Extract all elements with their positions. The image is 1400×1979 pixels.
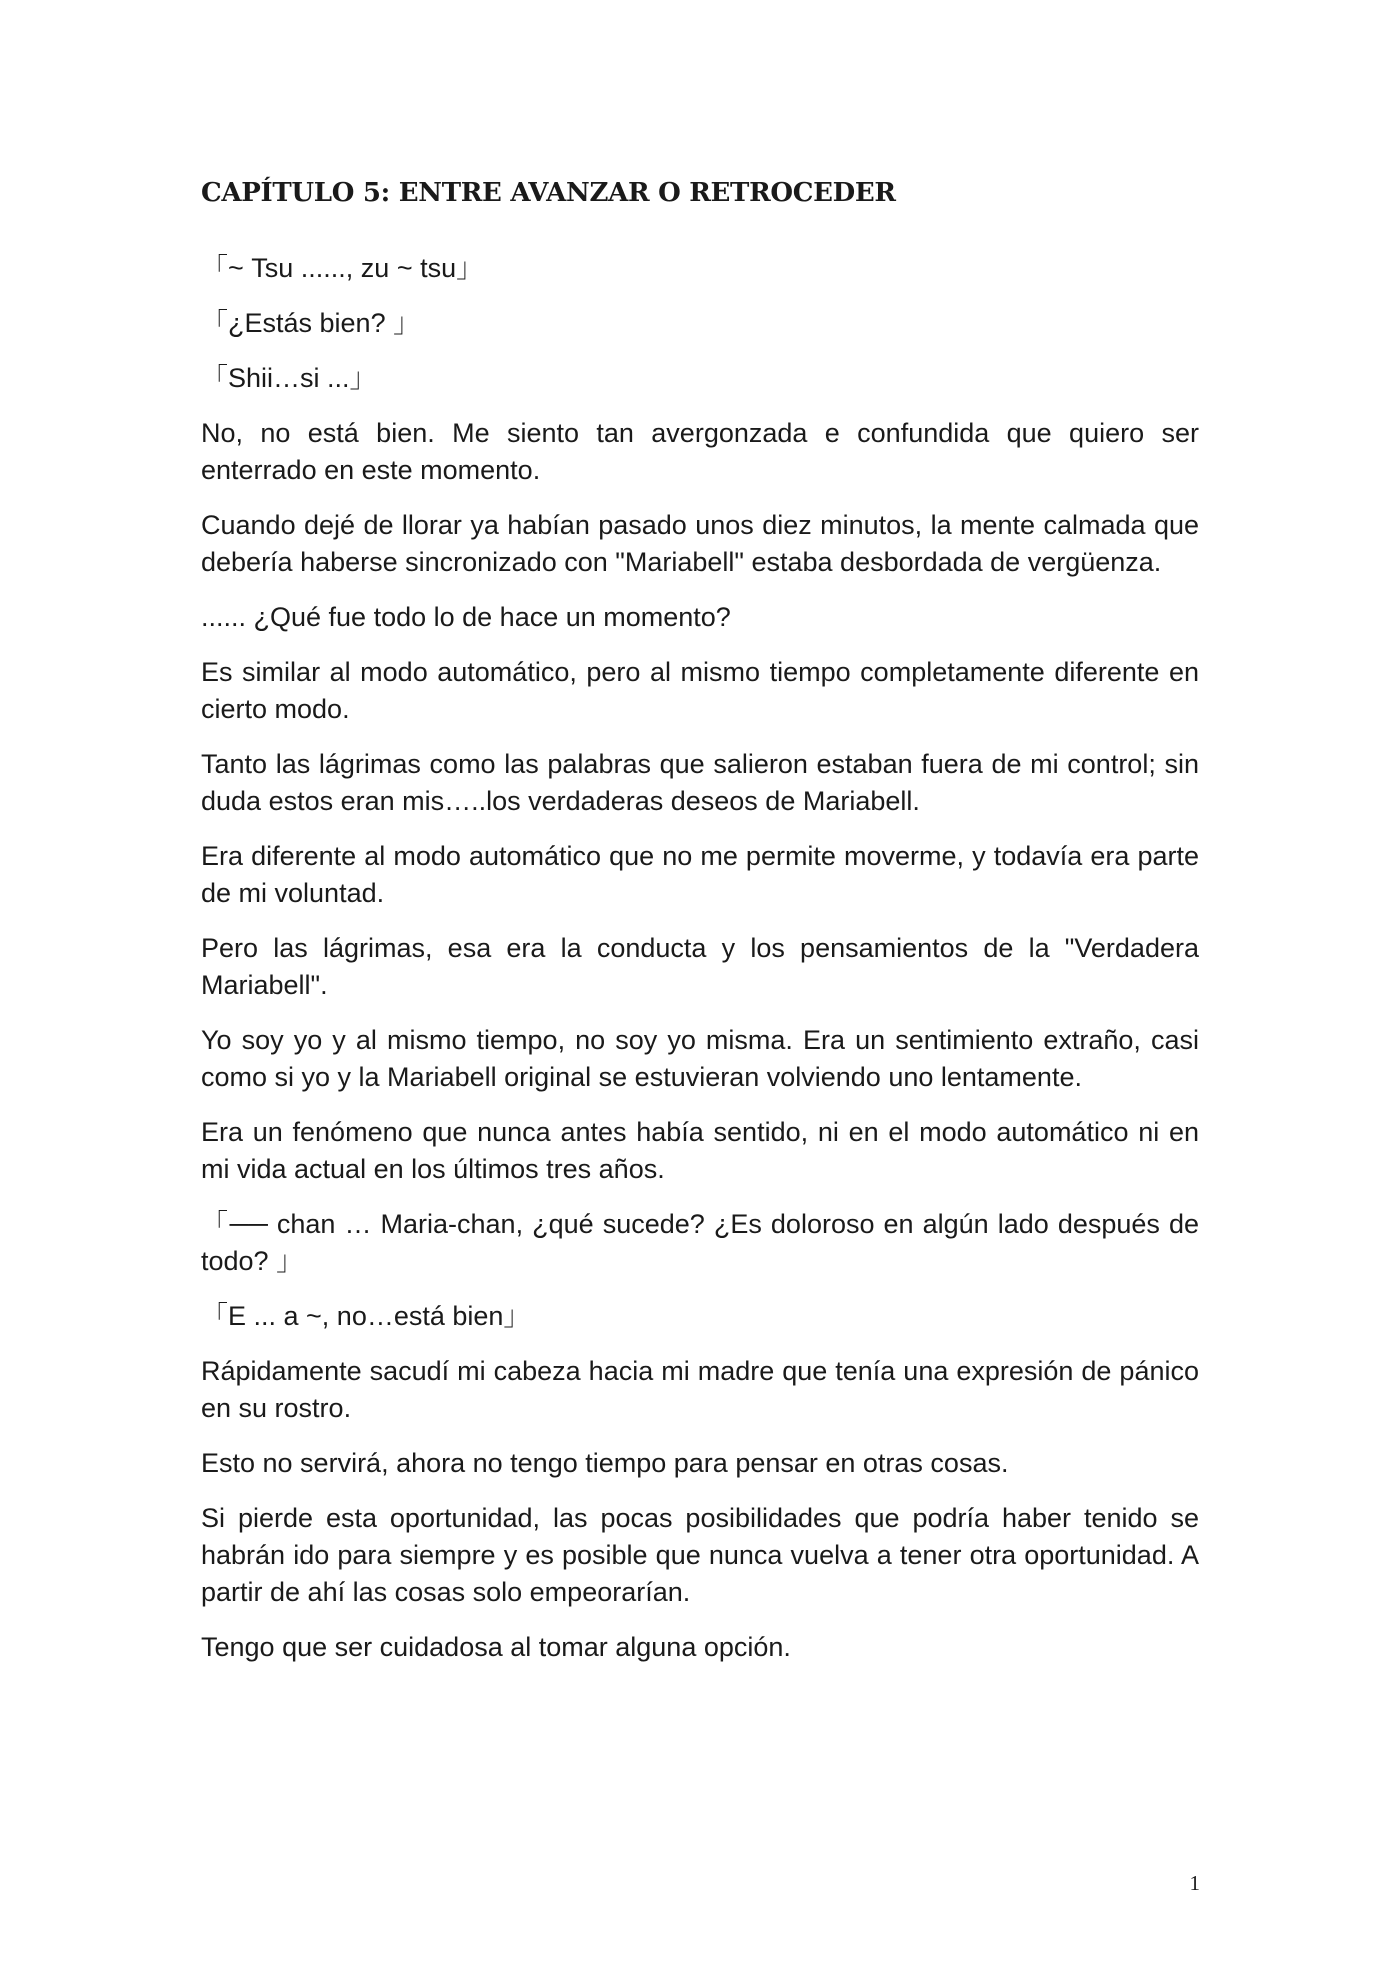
paragraph: Si pierde esta oportunidad, las pocas posibilidades que podría haber tenido se habrán ido para siempre y es posible que nunca vuelva a tener otra oportunidad. A partir de ahí las cosas solo empeorarían.	[201, 1503, 1199, 1607]
paragraph-dialogue: 「── chan … Maria-chan, ¿qué sucede? ¿Es doloroso en algún lado después de todo? 」	[201, 1209, 1199, 1276]
paragraph: Era un fenómeno que nunca antes había sentido, ni en el modo automático ni en mi vida actual en los últimos tres años.	[201, 1117, 1199, 1184]
paragraph: Rápidamente sacudí mi cabeza hacia mi madre que tenía una expresión de pánico en su rostro.	[201, 1356, 1199, 1423]
paragraph-dialogue: 「Shii…si ...」	[201, 363, 377, 393]
paragraph: Es similar al modo automático, pero al mismo tiempo completamente diferente en cierto modo.	[201, 657, 1199, 724]
paragraph: Yo soy yo y al mismo tiempo, no soy yo misma. Era un sentimiento extraño, casi como si yo y la Mariabell original se estuvieran volviendo uno lentamente.	[201, 1025, 1199, 1092]
paragraph: Esto no servirá, ahora no tengo tiempo para pensar en otras cosas.	[201, 1448, 1009, 1478]
paragraph: ...... ¿Qué fue todo lo de hace un momento?	[201, 602, 731, 632]
paragraph: No, no está bien. Me siento tan avergonzada e confundida que quiero ser enterrado en este momento.	[201, 418, 1199, 485]
page-number: 1	[1189, 1871, 1200, 1895]
paragraph-dialogue: 「¿Estás bien? 」	[201, 308, 421, 338]
paragraph: Tanto las lágrimas como las palabras que salieron estaban fuera de mi control; sin duda estos eran mis…..los verdaderas deseos de Mariabell.	[201, 749, 1199, 816]
paragraph: Era diferente al modo automático que no me permite moverme, y todavía era parte de mi voluntad.	[201, 841, 1199, 908]
paragraph: Tengo que ser cuidadosa al tomar alguna opción.	[201, 1632, 791, 1662]
paragraph-dialogue: 「E ... a ~, no…está bien」	[201, 1301, 531, 1331]
paragraph-dialogue: 「~ Tsu ......, zu ~ tsu」	[201, 253, 484, 283]
chapter-title: CAPÍTULO 5: ENTRE AVANZAR O RETROCEDER	[201, 178, 896, 208]
paragraph: Pero las lágrimas, esa era la conducta y los pensamientos de la "Verdadera Mariabell".	[201, 933, 1199, 1000]
paragraph: Cuando dejé de llorar ya habían pasado unos diez minutos, la mente calmada que debería haberse sincronizado con "Mariabell" estaba desbordada de vergüenza.	[201, 510, 1199, 577]
page-content	[201, 178, 1199, 1684]
